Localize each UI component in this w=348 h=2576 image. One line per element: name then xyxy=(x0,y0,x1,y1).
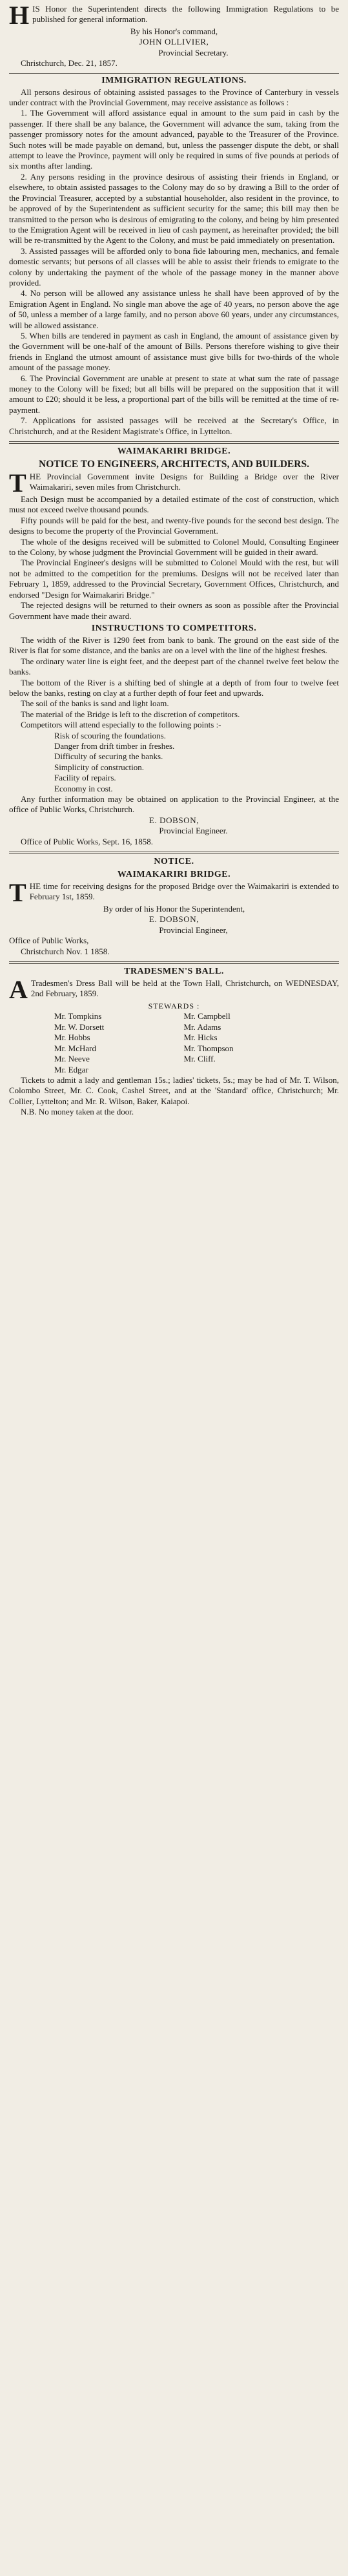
double-divider xyxy=(9,852,339,854)
divider xyxy=(9,73,339,74)
paragraph: Fifty pounds will be paid for the best, and twenty-five pounds for the second best design. The designs to become the property of the Provincial Government. xyxy=(9,515,339,536)
point-item: Difficulty of securing the banks. xyxy=(54,751,163,762)
notice-body: THE time for receiving designs for the proposed Bridge over the Waimakariri is extended to February 1st, 1859. xyxy=(9,878,339,908)
dateline: Office of Public Works, Sept. 16, 1858. xyxy=(21,836,154,846)
section-heading: IMMIGRATION REGULATIONS. xyxy=(101,75,247,85)
section-heading: WAIMAKARIRI BRIDGE. xyxy=(117,446,231,457)
paragraph: The material of the Bridge is left to the discretion of competitors. xyxy=(21,709,240,719)
nb-note: N.B. No money taken at the door. xyxy=(21,1107,134,1117)
bridge-extension-notice xyxy=(9,856,339,957)
paragraph: The rejected designs will be returned to their owners as soon as possible after the Provincial Government have made their award. xyxy=(9,600,339,621)
superintendent-notice xyxy=(9,1,339,69)
steward: Mr. Hobbs xyxy=(54,1032,90,1043)
paragraph: The Provincial Engineer's designs will be submitted to Colonel Mould with the rest, but will not be admitted to the competition for the premiums. Designs will not be received later than February 1, 1859, addressed to the Provincial Secretary, Government Offices, Christchurch, and endorsed "Design for Waimakariri Bridge." xyxy=(9,558,339,600)
double-divider xyxy=(9,961,339,964)
steward: Mr. Thompson xyxy=(183,1043,234,1053)
paragraph: Each Design must be accompanied by a detailed estimate of the cost of construction, which must not exceed twelve thousand pounds. xyxy=(9,494,339,515)
stewards-list xyxy=(9,1011,339,1074)
point-item: Risk of scouring the foundations. xyxy=(54,730,166,740)
paragraph: 6. The Provincial Government are unable at present to state at what sum the rate of passage money to the Colony will be fixed; but all bills will be prepared on the supposition that it will amount to £20; should it be less, a proportional part of the bills will be remitted at the time of re-payment. xyxy=(9,373,339,415)
stewards-label: STEWARDS : xyxy=(148,1001,200,1011)
steward: Mr. Edgar xyxy=(54,1064,88,1074)
tradesmens-ball xyxy=(9,966,339,1117)
paragraph: The ordinary water line is eight feet, and the deepest part of the channel twelve feet below the banks. xyxy=(9,656,339,677)
steward: Mr. Tompkins xyxy=(54,1011,102,1021)
point-item: Simplicity of construction. xyxy=(54,762,145,772)
signer-name: E. DOBSON, xyxy=(148,815,200,825)
immigration-regulations xyxy=(9,75,339,437)
double-divider xyxy=(9,441,339,444)
dateline: Christchurch, Dec. 21, 1857. xyxy=(21,58,118,68)
ball-body: A Tradesmen's Dress Ball will be held at the Town Hall, Christchurch, on WEDNESDAY, 2nd February, 1859. xyxy=(9,975,339,1005)
by-command: By his Honor's command, xyxy=(130,26,218,36)
steward: Mr. McHard xyxy=(54,1043,96,1053)
intro: THE Provincial Government invite Designs for Building a Bridge over the River Waimakariri, seven miles from Christchurch. xyxy=(9,468,339,498)
steward: Mr. W. Dorsett xyxy=(54,1021,105,1032)
notice-body: HIS Honor the Superintendent directs the following Immigration Regulations to be published for general information. xyxy=(9,1,339,30)
drop-cap: A xyxy=(9,975,28,1005)
tickets-info: Tickets to admit a lady and gentleman 15s.; ladies' tickets, 5s.; may be had of Mr. T. Wilson, Colombo Street, Mr. C. Cook, Cashel Street, and at the 'Standard' office, Christchurch; Mr. Collier, Lyttelton; and Mr. R. Wilson, Baker, Kaiapoi. xyxy=(9,1074,339,1106)
drop-cap: T xyxy=(9,468,26,498)
paragraph: The width of the River is 1290 feet from bank to bank. The ground on the east side of the River is flat for some distance, and the banks are on a level with the line of the highest freshes. xyxy=(9,634,339,656)
section-heading: NOTICE. xyxy=(154,857,194,867)
waimakariri-bridge-notice xyxy=(9,446,339,847)
signer-title: Provincial Engineer, xyxy=(159,925,228,935)
paragraph: Competitors will attend especially to the following points :- xyxy=(21,720,221,730)
signer-name: E. DOBSON, xyxy=(148,914,200,925)
paragraph: 5. When bills are tendered in payment as cash in England, the amount of assistance given by the Government will be one-half of the amount of Bills. Persons therefore wishing to give their friends in England the utmost amount of assistance must give bills for two-thirds of the whole amount of the passage money. xyxy=(9,330,339,373)
signer-name: JOHN OLLIVIER, xyxy=(139,37,209,47)
paragraph: 1. The Government will afford assistance equal in amount to the sum paid in cash by the passenger. If there shall be any balance, the Government will advance the sum, taking from the passenger promissory notes for the amount advanced, payable to the Treasurer of the Province. Such notes will be made payable on demand, but, unless the passenger dispute the debt, or shall attempt to leave the Province, payment will only be required in sums of five pounds at periods of six months after landing. xyxy=(9,108,339,171)
paragraph: 7. Applications for assisted passages will be received at the Secretary's Office, in Christchurch, and at the Resident Magistrate's Office, in Lyttelton. xyxy=(9,415,339,436)
steward: Mr. Campbell xyxy=(183,1011,230,1021)
steward: Mr. Neeve xyxy=(54,1054,90,1064)
section-subheading: NOTICE TO ENGINEERS, ARCHITECTS, AND BUILDERS. xyxy=(39,459,309,470)
section-heading: TRADESMEN'S BALL. xyxy=(124,967,224,977)
section-subheading: WAIMAKARIRI BRIDGE. xyxy=(117,870,231,880)
paragraph: Any further information may be obtained on application to the Provincial Engineer, at the office of Public Works, Christchurch. xyxy=(9,794,339,815)
instructions-heading: INSTRUCTIONS TO COMPETITORS. xyxy=(91,623,257,633)
point-item: Danger from drift timber in freshes. xyxy=(54,740,175,751)
paragraph: 4. No person will be allowed any assistance unless he shall have been approved of by the Emigration Agent in England. No single man above the age of 40 years, no person above the age of 50, unless a member of a large family, and no person above 60 years, under any circumstances, will be allowed assistance. xyxy=(9,288,339,330)
by-command: By order of his Honor the Superintendent, xyxy=(103,904,245,914)
dateline: Christchurch Nov. 1 1858. xyxy=(21,946,110,956)
signer-title: Provincial Secretary. xyxy=(158,47,229,58)
point-item: Economy in cost. xyxy=(54,783,113,793)
newspaper-column xyxy=(0,0,348,1129)
paragraph: All persons desirous of obtaining assisted passages to the Province of Canterbury in vessels under contract with the Provincial Government, may receive assistance as follows : xyxy=(9,87,339,108)
paragraph: 3. Assisted passages will be afforded only to bona fide labouring men, mechanics, and female domestic servants; but persons of all classes will be able to assist their friends to emigrate to the colony by undertaking the payment of the whole of the passage money in the manner above provided. xyxy=(9,246,339,288)
drop-cap: T xyxy=(9,878,26,908)
steward: Mr. Hicks xyxy=(183,1032,218,1043)
steward: Mr. Cliff. xyxy=(183,1054,216,1064)
paragraph: The soil of the banks is sand and light loam. xyxy=(21,698,169,709)
drop-cap: H xyxy=(9,1,30,30)
paragraph: The whole of the designs received will be submitted to Colonel Mould, Consulting Engineer to the Colony, by whose judgment the Provincial Government will be guided in their award. xyxy=(9,536,339,558)
steward: Mr. Adams xyxy=(183,1021,221,1032)
paragraph: The bottom of the River is a shifting bed of shingle at a depth of from four to twelve feet below the banks, resting on clay at a further depth of four feet and upwards. xyxy=(9,677,339,698)
paragraph: 2. Any persons residing in the province desirous of assisting their friends in England, or elsewhere, to obtain assisted passages to the Colony may do so by drawing a Bill to the order of the Provincial Treasurer, accepted by a substantial householder, also resident in the province, to be approved of by the Superintendent as sufficient security for the same; this bill may then be transmitted to the person who is desirous of emigrating to the colony, and being by him presented to the Emigration Agent will be received in lieu of cash payment, as hereinafter provided; the bill will be re-transmitted by the Agent to the Colony, and must be paid immediately on presentation. xyxy=(9,171,339,246)
point-item: Facility of repairs. xyxy=(54,773,116,783)
office: Office of Public Works, xyxy=(9,936,89,946)
signer-title: Provincial Engineer. xyxy=(159,826,228,836)
